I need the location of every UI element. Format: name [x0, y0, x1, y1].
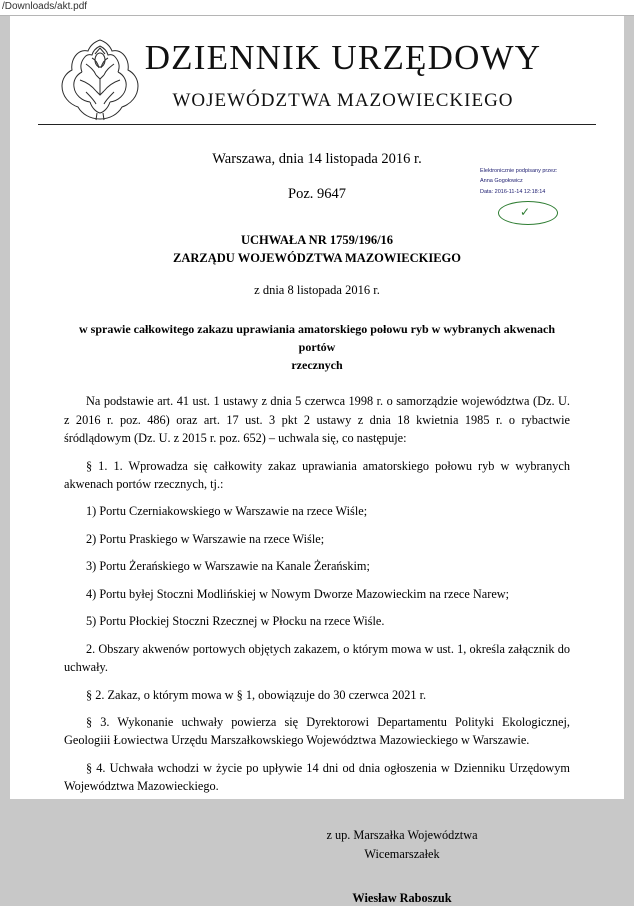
signature-block [38, 826, 596, 865]
position-number: Poz. 9647 [288, 186, 346, 202]
act-body [38, 392, 596, 795]
esignature-signer: Anna Gogołowicz [480, 178, 523, 185]
act-title [38, 231, 596, 267]
esignature-seal-icon: ✓ [480, 199, 600, 227]
act-subject [38, 320, 596, 374]
act-subject-line2: rzecznych [291, 358, 343, 373]
paragraph-1-point-2: 2. Obszary akwenów portowych objętych zakazem, o którym mowa w ust. 1, określa załącznik do uchwały. [64, 641, 570, 675]
pdf-page [10, 16, 624, 906]
gazette-title: DZIENNIK URZĘDOWY [144, 38, 542, 77]
esignature-date: Data: 2016-11-14 12:18:14 [480, 188, 546, 195]
document-masthead [38, 16, 596, 125]
url-text: /Downloads/akt.pdf [2, 1, 88, 12]
paragraph-1: § 1. 1. Wprowadza się całkowity zakaz uprawiania amatorskiego połowu ryb w wybranych akwenach portów rzecznych, tj.: [64, 458, 570, 491]
polish-eagle-coat-of-arms-icon [56, 34, 144, 126]
paragraph-2: § 2. Zakaz, o którym mowa w § 1, obowiązuje do 30 czerwca 2021 r. [86, 687, 427, 702]
paragraph-3: § 3. Wykonanie uchwały powierza się Dyrektorowi Departamentu Polityki Ekologicznej, Geologiii Łowiectwa Urzędu Marszałkowskiego Województwa Mazowieckiego w Warszawie. [64, 714, 570, 748]
act-title-line2: ZARZĄDU WOJEWÓDZTWA MAZOWIECKIEGO [172, 251, 461, 266]
list-item: 5) Portu Płockiej Stoczni Rzecznej w Płocku na rzece Wiśle. [86, 614, 385, 629]
signature-name: Wiesław Raboszuk [352, 891, 452, 906]
paragraph-4: § 4. Uchwała wchodzi w życie po upływie 14 dni od dnia ogłoszenia w Dzienniku Urzędowym Województwa Mazowieckiego. [64, 760, 570, 794]
list-item: 2) Portu Praskiego w Warszawie na rzece Wiśle; [86, 531, 325, 546]
list-item: 3) Portu Żerańskiego w Warszawie na Kanale Żerańskim; [86, 559, 370, 574]
browser-url-bar[interactable] [0, 0, 634, 16]
electronic-signature-stamp [480, 166, 600, 227]
preamble-paragraph: Na podstawie art. 41 ust. 1 ustawy z dnia 5 czerwca 1998 r. o samorządzie województwa (Dz. U. z 2016 r. poz. 486) oraz art. 17 ust. 3 pkt 2 ustawy z dnia 18 kwietnia 1985 r. o rybactwie śródlądowym (Dz. U. z 2015 r. poz. 652) – uchwala się, co następuje: [64, 394, 570, 446]
act-title-line1: UCHWAŁA NR 1759/196/16 [240, 233, 394, 247]
esignature-line1: Elektronicznie podpisany przez: [480, 168, 558, 174]
list-item: 1) Portu Czerniakowskiego w Warszawie na rzece Wiśle; [86, 504, 368, 519]
signature-role-line2: Wicemarszałek [364, 847, 440, 862]
gazette-subtitle: WOJEWÓDZTWA MAZOWIECKIEGO [172, 90, 514, 111]
list-item: 4) Portu byłej Stoczni Modlińskiej w Nowym Dworze Mazowieckim na rzece Narew; [86, 586, 510, 601]
act-date: z dnia 8 listopada 2016 r. [254, 283, 380, 298]
act-subject-line1: w sprawie całkowitego zakazu uprawiania amatorskiego połowu ryb w wybranych akwenach portów [78, 322, 555, 355]
place-and-date: Warszawa, dnia 14 listopada 2016 r. [212, 151, 422, 167]
signature-role-line1: z up. Marszałka Województwa [326, 827, 478, 842]
